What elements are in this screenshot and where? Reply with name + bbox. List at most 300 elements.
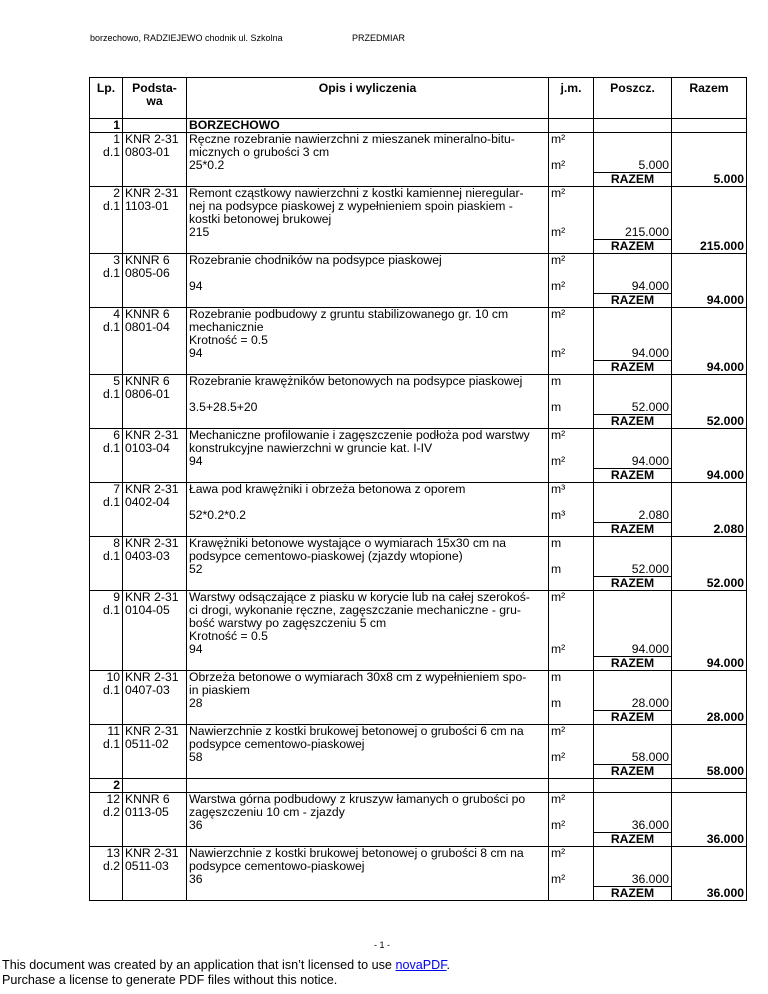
calc-total-blank xyxy=(672,819,747,833)
item-unit: m xyxy=(549,537,594,564)
table-row xyxy=(90,793,747,820)
item-total-blank xyxy=(672,537,747,564)
item-total: 215.000 xyxy=(672,240,747,254)
section-qty xyxy=(594,119,672,133)
razem-lp-blank xyxy=(90,657,123,671)
item-basis: KNR 2-31 0104-05 xyxy=(123,591,187,644)
razem-unit-blank xyxy=(549,887,594,901)
calc-row xyxy=(90,280,747,294)
item-total-blank xyxy=(672,254,747,281)
calc-total-blank xyxy=(672,509,747,523)
calc-row xyxy=(90,873,747,887)
table-row xyxy=(90,429,747,456)
calc-unit: m² xyxy=(549,455,594,469)
item-calculation: 52 xyxy=(187,563,549,577)
novapdf-link[interactable]: novaPDF xyxy=(395,958,447,972)
item-basis: KNR 2-31 0803-01 xyxy=(123,133,187,160)
razem-row xyxy=(90,657,747,671)
calc-total-blank xyxy=(672,643,747,657)
item-qty-blank xyxy=(594,847,672,874)
header-doc-type: PRZEDMIAR xyxy=(352,33,406,43)
razem-lp-blank xyxy=(90,361,123,375)
razem-desc-blank xyxy=(187,294,549,308)
razem-basis-blank xyxy=(123,469,187,483)
item-description: Remont cząstkowy nawierzchni z kostki kamiennej nieregular- nej na podsypce piaskowej z wypełnieniem spoin piaskiem - kostki betonowej brukowej xyxy=(187,187,549,227)
calc-lp-blank xyxy=(90,455,123,469)
calc-lp-blank xyxy=(90,401,123,415)
razem-unit-blank xyxy=(549,833,594,847)
razem-row xyxy=(90,523,747,537)
item-unit: m xyxy=(549,375,594,402)
item-unit: m² xyxy=(549,308,594,348)
section-title: BORZECHOWO xyxy=(187,119,549,133)
calc-total-blank xyxy=(672,455,747,469)
calc-lp-blank xyxy=(90,280,123,294)
item-basis: KNR 2-31 0407-03 xyxy=(123,671,187,698)
item-unit: m² xyxy=(549,591,594,644)
przedmiar-table xyxy=(89,77,747,901)
item-total-blank xyxy=(672,187,747,227)
item-unit: m² xyxy=(549,429,594,456)
razem-basis-blank xyxy=(123,711,187,725)
item-total: 94.000 xyxy=(672,469,747,483)
calc-total-blank xyxy=(672,751,747,765)
item-lp: 13 d.2 xyxy=(90,847,123,874)
razem-label: RAZEM xyxy=(594,765,672,779)
item-total-blank xyxy=(672,375,747,402)
table-row xyxy=(90,308,747,348)
item-description: Mechaniczne profilowanie i zagęszczenie podłoża pod warstwy konstrukcyjne nawierzchni w gruncie kat. I-IV xyxy=(187,429,549,456)
razem-basis-blank xyxy=(123,833,187,847)
item-qty-blank xyxy=(594,187,672,227)
razem-row xyxy=(90,711,747,725)
item-qty-blank xyxy=(594,793,672,820)
calc-total-blank xyxy=(672,697,747,711)
item-lp: 9 d.1 xyxy=(90,591,123,644)
razem-unit-blank xyxy=(549,577,594,591)
item-quantity: 36.000 xyxy=(594,819,672,833)
razem-basis-blank xyxy=(123,173,187,187)
calc-unit: m xyxy=(549,563,594,577)
razem-label: RAZEM xyxy=(594,523,672,537)
item-basis: KNNR 6 0113-05 xyxy=(123,793,187,820)
razem-unit-blank xyxy=(549,765,594,779)
calc-basis-blank xyxy=(123,226,187,240)
item-unit: m² xyxy=(549,793,594,820)
calc-unit: m² xyxy=(549,280,594,294)
item-total-blank xyxy=(672,308,747,348)
item-unit: m² xyxy=(549,187,594,227)
item-total: 36.000 xyxy=(672,833,747,847)
item-description: Rozebranie chodników na podsypce piaskowej xyxy=(187,254,549,281)
razem-row xyxy=(90,469,747,483)
item-calculation: 58 xyxy=(187,751,549,765)
calc-unit: m² xyxy=(549,159,594,173)
item-quantity: 2.080 xyxy=(594,509,672,523)
item-total: 94.000 xyxy=(672,657,747,671)
calc-row xyxy=(90,697,747,711)
razem-unit-blank xyxy=(549,711,594,725)
razem-desc-blank xyxy=(187,469,549,483)
calc-row xyxy=(90,347,747,361)
item-total-blank xyxy=(672,429,747,456)
calc-total-blank xyxy=(672,401,747,415)
calc-basis-blank xyxy=(123,563,187,577)
section-number: 2 xyxy=(90,779,123,793)
item-total-blank xyxy=(672,133,747,160)
razem-basis-blank xyxy=(123,240,187,254)
item-qty-blank xyxy=(594,671,672,698)
item-basis: KNR 2-31 0511-03 xyxy=(123,847,187,874)
razem-lp-blank xyxy=(90,887,123,901)
item-calculation: 52*0.2*0.2 xyxy=(187,509,549,523)
item-unit: m xyxy=(549,671,594,698)
item-calculation: 36 xyxy=(187,819,549,833)
item-lp: 6 d.1 xyxy=(90,429,123,456)
item-quantity: 52.000 xyxy=(594,563,672,577)
razem-basis-blank xyxy=(123,657,187,671)
razem-label: RAZEM xyxy=(594,173,672,187)
calc-unit: m² xyxy=(549,226,594,240)
calc-lp-blank xyxy=(90,697,123,711)
razem-row xyxy=(90,361,747,375)
item-calculation: 94 xyxy=(187,347,549,361)
calc-unit: m² xyxy=(549,347,594,361)
calc-lp-blank xyxy=(90,226,123,240)
item-calculation: 94 xyxy=(187,280,549,294)
razem-label: RAZEM xyxy=(594,887,672,901)
razem-desc-blank xyxy=(187,657,549,671)
col-header-podstawa: Podsta- wa xyxy=(123,78,187,119)
item-unit: m² xyxy=(549,133,594,160)
razem-unit-blank xyxy=(549,469,594,483)
page-number: - 1 - xyxy=(374,940,391,950)
item-unit: m² xyxy=(549,847,594,874)
item-total: 58.000 xyxy=(672,765,747,779)
item-total-blank xyxy=(672,483,747,510)
calc-basis-blank xyxy=(123,347,187,361)
calc-lp-blank xyxy=(90,347,123,361)
table-row xyxy=(90,537,747,564)
calc-basis-blank xyxy=(123,280,187,294)
item-quantity: 58.000 xyxy=(594,751,672,765)
section-row xyxy=(90,779,747,793)
table-row xyxy=(90,254,747,281)
calc-row xyxy=(90,159,747,173)
item-total-blank xyxy=(672,671,747,698)
calc-lp-blank xyxy=(90,509,123,523)
item-qty-blank xyxy=(594,254,672,281)
razem-basis-blank xyxy=(123,765,187,779)
item-quantity: 52.000 xyxy=(594,401,672,415)
col-header-jm: j.m. xyxy=(549,78,594,119)
footer-line2: Purchase a license to generate PDF files without this notice. xyxy=(2,973,338,987)
col-header-opis: Opis i wyliczenia xyxy=(187,78,549,119)
footer-period: . xyxy=(446,958,451,972)
razem-desc-blank xyxy=(187,361,549,375)
calc-row xyxy=(90,563,747,577)
razem-desc-blank xyxy=(187,765,549,779)
calc-unit: m³ xyxy=(549,509,594,523)
razem-desc-blank xyxy=(187,833,549,847)
razem-label: RAZEM xyxy=(594,469,672,483)
item-total-blank xyxy=(672,591,747,644)
item-calculation: 94 xyxy=(187,643,549,657)
calc-total-blank xyxy=(672,563,747,577)
calc-basis-blank xyxy=(123,401,187,415)
item-total: 94.000 xyxy=(672,294,747,308)
razem-row xyxy=(90,294,747,308)
razem-lp-blank xyxy=(90,833,123,847)
col-header-lp: Lp. xyxy=(90,78,123,119)
table-row xyxy=(90,133,747,160)
calc-basis-blank xyxy=(123,819,187,833)
item-lp: 7 d.1 xyxy=(90,483,123,510)
calc-row xyxy=(90,401,747,415)
item-unit: m² xyxy=(549,254,594,281)
calc-unit: m² xyxy=(549,873,594,887)
calc-total-blank xyxy=(672,347,747,361)
item-description: Warstwy odsączające z piasku w korycie lub na całej szerokoś- ci drogi, wykonanie ręczne, zagęszczanie mechaniczne - gru- bość warstwy po zagęszczeniu 5 cm Krotność = 0.5 xyxy=(187,591,549,644)
item-total-blank xyxy=(672,793,747,820)
item-total: 94.000 xyxy=(672,361,747,375)
item-total: 5.000 xyxy=(672,173,747,187)
header-project-title: borzechowo, RADZIEJEWO chodnik ul. Szkolna xyxy=(90,33,283,43)
calc-basis-blank xyxy=(123,159,187,173)
razem-basis-blank xyxy=(123,415,187,429)
calc-lp-blank xyxy=(90,643,123,657)
item-description: Nawierzchnie z kostki brukowej betonowej o grubości 8 cm na podsypce cementowo-piaskowej xyxy=(187,847,549,874)
table-header-row xyxy=(90,78,747,119)
item-quantity: 94.000 xyxy=(594,347,672,361)
item-quantity: 28.000 xyxy=(594,697,672,711)
section-total xyxy=(672,119,747,133)
item-lp: 3 d.1 xyxy=(90,254,123,281)
calc-lp-blank xyxy=(90,563,123,577)
razem-basis-blank xyxy=(123,887,187,901)
item-basis: KNR 2-31 0103-04 xyxy=(123,429,187,456)
razem-row xyxy=(90,173,747,187)
section-unit xyxy=(549,779,594,793)
razem-row xyxy=(90,577,747,591)
razem-label: RAZEM xyxy=(594,294,672,308)
item-basis: KNR 2-31 1103-01 xyxy=(123,187,187,227)
item-total: 52.000 xyxy=(672,577,747,591)
item-qty-blank xyxy=(594,591,672,644)
calc-total-blank xyxy=(672,280,747,294)
item-description: Rozebranie krawężników betonowych na podsypce piaskowej xyxy=(187,375,549,402)
razem-desc-blank xyxy=(187,711,549,725)
table-row xyxy=(90,725,747,752)
item-quantity: 36.000 xyxy=(594,873,672,887)
col-header-razem: Razem xyxy=(672,78,747,119)
calc-unit: m² xyxy=(549,643,594,657)
item-basis: KNNR 6 0801-04 xyxy=(123,308,187,348)
razem-desc-blank xyxy=(187,887,549,901)
item-description: Warstwa górna podbudowy z kruszyw łamanych o grubości po zagęszczeniu 10 cm - zjazdy xyxy=(187,793,549,820)
section-number: 1 xyxy=(90,119,123,133)
item-quantity: 5.000 xyxy=(594,159,672,173)
razem-lp-blank xyxy=(90,711,123,725)
calc-basis-blank xyxy=(123,697,187,711)
calc-basis-blank xyxy=(123,751,187,765)
license-footer xyxy=(2,958,450,988)
calc-unit: m² xyxy=(549,819,594,833)
item-basis: KNR 2-31 0403-03 xyxy=(123,537,187,564)
razem-unit-blank xyxy=(549,523,594,537)
item-quantity: 215.000 xyxy=(594,226,672,240)
item-description: Ręczne rozebranie nawierzchni z mieszanek mineralno-bitu- micznych o grubości 3 cm xyxy=(187,133,549,160)
razem-basis-blank xyxy=(123,294,187,308)
item-description: Obrzeża betonowe o wymiarach 30x8 cm z wypełnieniem spo- in piaskiem xyxy=(187,671,549,698)
item-basis: KNNR 6 0805-06 xyxy=(123,254,187,281)
calc-lp-blank xyxy=(90,873,123,887)
razem-lp-blank xyxy=(90,765,123,779)
razem-desc-blank xyxy=(187,577,549,591)
item-quantity: 94.000 xyxy=(594,643,672,657)
item-qty-blank xyxy=(594,483,672,510)
razem-row xyxy=(90,833,747,847)
item-description: Nawierzchnie z kostki brukowej betonowej o grubości 6 cm na podsypce cementowo-piaskowej xyxy=(187,725,549,752)
section-qty xyxy=(594,779,672,793)
item-calculation: 94 xyxy=(187,455,549,469)
section-title xyxy=(187,779,549,793)
item-lp: 8 d.1 xyxy=(90,537,123,564)
item-basis: KNR 2-31 0511-02 xyxy=(123,725,187,752)
razem-label: RAZEM xyxy=(594,657,672,671)
razem-basis-blank xyxy=(123,577,187,591)
table-row xyxy=(90,187,747,227)
razem-label: RAZEM xyxy=(594,361,672,375)
item-qty-blank xyxy=(594,133,672,160)
item-lp: 1 d.1 xyxy=(90,133,123,160)
item-basis: KNNR 6 0806-01 xyxy=(123,375,187,402)
section-total xyxy=(672,779,747,793)
item-calculation: 215 xyxy=(187,226,549,240)
table-row xyxy=(90,375,747,402)
razem-row xyxy=(90,415,747,429)
razem-unit-blank xyxy=(549,294,594,308)
item-quantity: 94.000 xyxy=(594,280,672,294)
item-lp: 11 d.1 xyxy=(90,725,123,752)
razem-label: RAZEM xyxy=(594,833,672,847)
section-basis xyxy=(123,779,187,793)
item-total-blank xyxy=(672,847,747,874)
calc-unit: m² xyxy=(549,751,594,765)
calc-unit: m xyxy=(549,697,594,711)
razem-unit-blank xyxy=(549,173,594,187)
item-description: Krawężniki betonowe wystające o wymiarach 15x30 cm na podsypce cementowo-piaskowej (zjazdy wtopione) xyxy=(187,537,549,564)
item-lp: 4 d.1 xyxy=(90,308,123,348)
item-basis: KNR 2-31 0402-04 xyxy=(123,483,187,510)
calc-basis-blank xyxy=(123,509,187,523)
item-lp: 2 d.1 xyxy=(90,187,123,227)
item-total: 52.000 xyxy=(672,415,747,429)
razem-lp-blank xyxy=(90,577,123,591)
calc-total-blank xyxy=(672,226,747,240)
razem-desc-blank xyxy=(187,523,549,537)
calc-total-blank xyxy=(672,159,747,173)
item-calculation: 36 xyxy=(187,873,549,887)
calc-row xyxy=(90,819,747,833)
item-unit: m² xyxy=(549,725,594,752)
razem-row xyxy=(90,887,747,901)
razem-lp-blank xyxy=(90,173,123,187)
item-lp: 10 d.1 xyxy=(90,671,123,698)
razem-desc-blank xyxy=(187,240,549,254)
razem-unit-blank xyxy=(549,415,594,429)
calc-lp-blank xyxy=(90,751,123,765)
calc-basis-blank xyxy=(123,873,187,887)
razem-lp-blank xyxy=(90,523,123,537)
razem-unit-blank xyxy=(549,361,594,375)
calc-basis-blank xyxy=(123,455,187,469)
item-qty-blank xyxy=(594,429,672,456)
calc-lp-blank xyxy=(90,819,123,833)
item-total-blank xyxy=(672,725,747,752)
footer-text: This document was created by an application that isn’t licensed to use xyxy=(2,958,396,972)
item-unit: m³ xyxy=(549,483,594,510)
razem-lp-blank xyxy=(90,240,123,254)
razem-label: RAZEM xyxy=(594,240,672,254)
calc-basis-blank xyxy=(123,643,187,657)
item-qty-blank xyxy=(594,725,672,752)
calc-row xyxy=(90,509,747,523)
section-basis xyxy=(123,119,187,133)
calc-row xyxy=(90,455,747,469)
razem-desc-blank xyxy=(187,173,549,187)
item-total: 28.000 xyxy=(672,711,747,725)
table-row xyxy=(90,591,747,644)
razem-row xyxy=(90,765,747,779)
razem-label: RAZEM xyxy=(594,711,672,725)
item-calculation: 25*0.2 xyxy=(187,159,549,173)
calc-row xyxy=(90,751,747,765)
item-qty-blank xyxy=(594,537,672,564)
razem-basis-blank xyxy=(123,361,187,375)
razem-lp-blank xyxy=(90,415,123,429)
table-row xyxy=(90,847,747,874)
razem-basis-blank xyxy=(123,523,187,537)
razem-label: RAZEM xyxy=(594,577,672,591)
calc-unit: m xyxy=(549,401,594,415)
item-quantity: 94.000 xyxy=(594,455,672,469)
item-calculation: 28 xyxy=(187,697,549,711)
section-row xyxy=(90,119,747,133)
razem-lp-blank xyxy=(90,294,123,308)
item-lp: 12 d.2 xyxy=(90,793,123,820)
razem-label: RAZEM xyxy=(594,415,672,429)
item-total: 2.080 xyxy=(672,523,747,537)
razem-unit-blank xyxy=(549,657,594,671)
table-row xyxy=(90,671,747,698)
item-qty-blank xyxy=(594,308,672,348)
calc-lp-blank xyxy=(90,159,123,173)
item-calculation: 3.5+28.5+20 xyxy=(187,401,549,415)
col-header-poszcz: Poszcz. xyxy=(594,78,672,119)
item-qty-blank xyxy=(594,375,672,402)
calc-total-blank xyxy=(672,873,747,887)
section-unit xyxy=(549,119,594,133)
item-lp: 5 d.1 xyxy=(90,375,123,402)
razem-desc-blank xyxy=(187,415,549,429)
razem-lp-blank xyxy=(90,469,123,483)
item-description: Ława pod krawężniki i obrzeża betonowa z oporem xyxy=(187,483,549,510)
calc-row xyxy=(90,226,747,240)
item-total: 36.000 xyxy=(672,887,747,901)
razem-row xyxy=(90,240,747,254)
item-description: Rozebranie podbudowy z gruntu stabilizowanego gr. 10 cm mechanicznie Krotność = 0.5 xyxy=(187,308,549,348)
